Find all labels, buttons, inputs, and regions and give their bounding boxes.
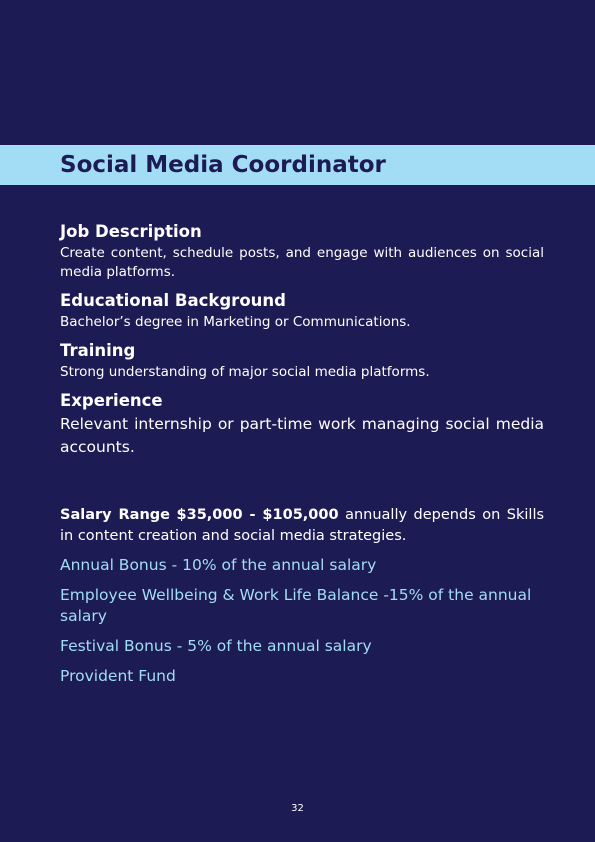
benefit-item: Annual Bonus - 10% of the annual salary (60, 556, 377, 574)
salary-amount: $35,000 - $105,000 (176, 507, 339, 523)
title-band (0, 145, 595, 185)
section-body-experience: Relevant internship or part-time work managing social media accounts. (60, 415, 544, 456)
page-number: 32 (291, 803, 304, 814)
page-title: Social Media Coordinator (60, 152, 386, 178)
salary-range (60, 505, 544, 547)
section-body-education: Bachelor’s degree in Marketing or Communications. (60, 314, 411, 330)
benefit-item: Festival Bonus - 5% of the annual salary (60, 637, 372, 655)
section-heading-experience: Experience (60, 391, 163, 410)
benefit-item: Provident Fund (60, 667, 176, 685)
job-details (60, 220, 544, 466)
benefits-list (60, 555, 544, 696)
section-heading-training: Training (60, 341, 136, 360)
section-heading-education: Educational Background (60, 291, 286, 310)
section-body-job-description: Create content, schedule posts, and engage with audiences on social media platforms. (60, 245, 544, 280)
benefit-item: Employee Wellbeing & Work Life Balance -15% of the annual salary (60, 586, 532, 625)
salary-label: Salary Range (60, 507, 171, 523)
section-heading-job-description: Job Description (60, 222, 202, 241)
salary-text: annually depends on Skills in content creation and social media strategies. (60, 507, 545, 544)
section-body-training: Strong understanding of major social media platforms. (60, 364, 430, 380)
